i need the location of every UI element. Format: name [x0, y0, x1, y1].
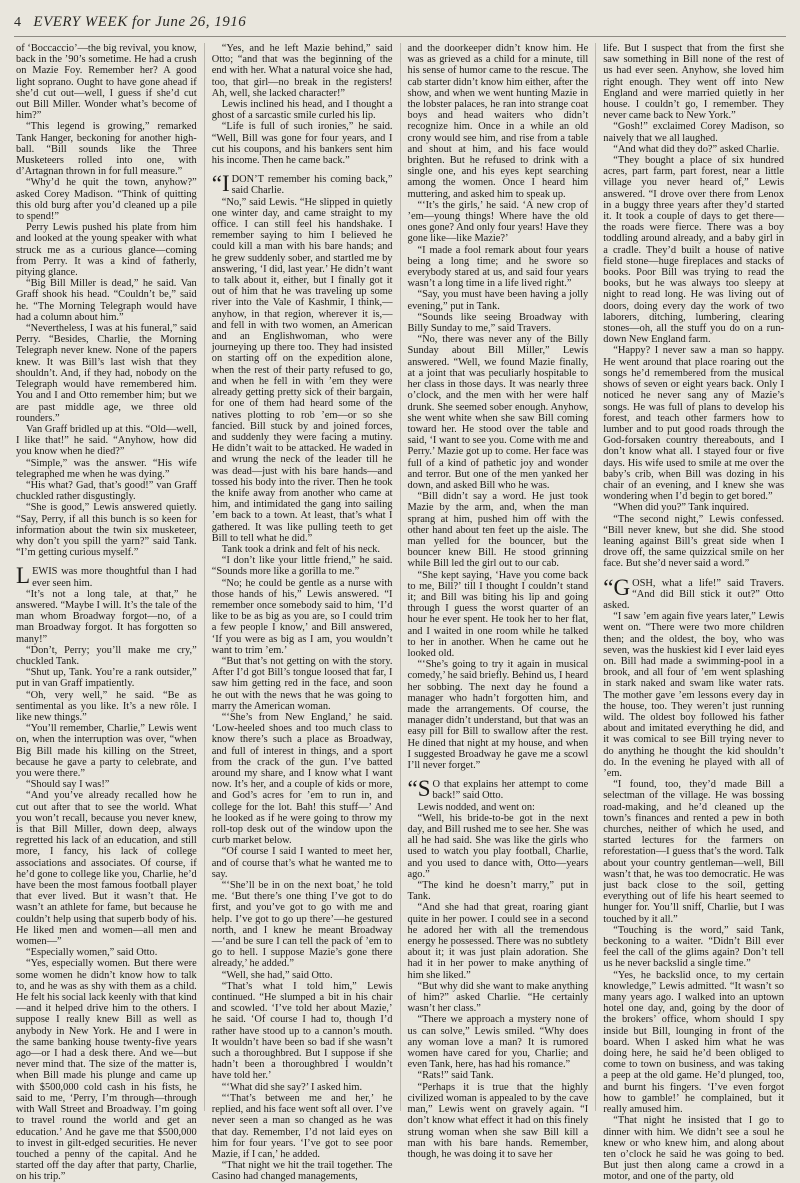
- article-paragraph: “IDON’T remember his coming back,” said Charlie.: [211, 171, 393, 197]
- article-paragraph: “And what did they do?” asked Charlie.: [613, 143, 780, 155]
- article-paragraph: “The kind he doesn’t marry,” put in Tank.: [407, 880, 589, 903]
- article-paragraph: Tank took a drink and felt of his neck.: [221, 543, 381, 555]
- article-paragraph: “Big Bill Miller is dead,” he said. Van Graff shook his head. “Couldn’t be,” said he. “The Morning Telegraph would have had a column about him.”: [16, 278, 197, 323]
- article-paragraph: Van Graff bridled up at this. “Old—well, I like that!” he said. “Anyhow, how did you know when he died?”: [16, 423, 197, 458]
- article-paragraph: “Nevertheless, I was at his funeral,” said Perry. “Besides, Charlie, the Morning Telegraph never knew. None of the papers knew. It was Bill’s last wish that they shouldn’t. And, if they had, nobody on the Telegraph would have remembered him. You and I and Otto remember him; but we are past middle age, we three old rounders.”: [16, 323, 197, 424]
- article-paragraph: “Should say I was!”: [26, 779, 110, 791]
- text-column-4: [595, 43, 786, 1183]
- article-paragraph: “But that’s not getting on with the story. After I’d got Bill’s tongue loosed that far, I saw him getting red in the face, and soon he out with the news that he was going to marry the American woman.: [211, 655, 393, 712]
- article-paragraph: “Yes, he backslid once, to my certain knowledge,” Lewis admitted. “It wasn’t so many years ago. I walked into an uptown hotel one day, and, going by the door of the brokers’ office, whom should I spy inside but Bill, lounging in front of the board. When I asked him what he was doing here, he said he’d been obliged to come to town on business, and was taking a peep at the old game. He’d plunged, too, and burnt his fingers. ‘I’ve even forgot how to gamble!’ he complained, but it really amused him.: [603, 969, 784, 1116]
- article-paragraph: “Rats!” said Tank.: [417, 1070, 494, 1082]
- text-column-3: [400, 43, 596, 1160]
- article-paragraph: “No; he could be gentle as a nurse with those hands of his,” Lewis answered. “I remember once somebody said to him, ‘I’d like to be as big as you are, so I could trim a few people I know,’ and Bill answered, ‘If you were as big as I am, you wouldn’t want to trim ’em.’: [211, 577, 393, 656]
- article-paragraph: LEWIS was more thoughtful than I had ever seen him.: [16, 563, 197, 589]
- article-paragraph: of ‘Boccaccio’—the big revival, you know, back in the ’90’s sometime. He had a crush on Mazie Foy. Remember her? A good light soprano. Ought to have gone ahead if she’d cut out—well, I guess if she’d cut out Bill Miller. Wonder what’s become of him?”: [16, 43, 197, 122]
- article-paragraph: “It’s not a long tale, at that,” he answered. “Maybe I will. It’s the tale of the man whom Broadway forgot—no, of a man Broadway forgot. It has forgotten so many!”: [16, 588, 197, 645]
- article-paragraph: “‘It’s the girls,’ he said. ‘A new crop of ’em—young things! Where have the old ones gone? And only four years! Have they gone like—like Mazie?’: [407, 199, 589, 245]
- article-paragraph: “His what? Gad, that’s good!” van Graff chuckled rather disgustingly.: [16, 479, 197, 503]
- text-column-2: [204, 43, 400, 1183]
- article-paragraph: “Yes, and he left Mazie behind,” said Otto; “and that was the beginning of the end with her. What a natural voice she had, too, that girl—no break in the registers! Ah, well, she lacked character!”: [211, 43, 393, 99]
- article-paragraph: “‘That’s between me and her,’ he replied, and his face went soft all over. I’ve never seen a man so changed as he was that day. Remember, I’d not laid eyes on him for four years. ‘I’ve got to see poor Mazie, if I can,’ he added.: [211, 1092, 393, 1160]
- article-paragraph: life. But I suspect that from the first she saw something in Bill none of the rest of us had ever seen. Anyhow, she loved him right enough. They went off into New England and were married quietly in her house. I couldn’t go, I remember. They never came back to New York.”: [603, 43, 784, 122]
- article-paragraph: “Well, his bride-to-be got in the next day, and Bill rushed me to see her. She was all he had said. She was like the girls who used to watch you play football, Charlie, and you used to dance with, Otto—years ago.”: [407, 812, 589, 880]
- article-paragraph: “No, there was never any of the Billy Sunday about Bill Miller,” Lewis answered. “Well, we found Mazie finally, at a joint that was peculiarly hospitable to her class in those days. It was nearly three o’clock, and the men with her were half drunk. She seemed sober enough. Anyhow, she went white when she saw Bill coming toward her. He stood over the table and said, ‘I want to see you. Come with me and Perry.’ Mazie got up to come. Her face was full of a kind of pathetic joy and wonder and terror. But one of the men yanked her down, and asked Bill who he was.: [407, 334, 589, 491]
- article-paragraph: “Gosh!” exclaimed Corey Madison, so naively that we all laughed.: [603, 121, 784, 144]
- article-paragraph: “‘She’s from New England,’ he said. ‘Low-heeled shoes and too much class to know there’s such a place as Broadway, and full of interest in things, and a sport from the crack of the gun. I’ve batted around my share, and I know what I want now. It’s her, and a couple of kids or more, and God’s acres for ’em to run in, and college for the lot. Bah! this stuff—’ And he looked as if he were going to throw my roll-top desk out of the window upon the curb market below.: [211, 711, 393, 847]
- article-paragraph: “I saw ’em again five years later,” Lewis went on. “There were two more children then; and the oldest, the boy, who was seven, was the huskiest kid I ever laid eyes on. Bill had made a swimming-pool in a brook, and all four of ’em went splashing in stark naked and swam like water rats. The mother gave ’em lessons every day in the house, too. They weren’t just running wild. The oldest boy followed his father about and imitated everything he did, and it was comical to see Bill trying never to do anything he thought the kid shouldn’t do. In the evening he played with all of ’em.: [603, 611, 784, 779]
- article-paragraph: “Bill didn’t say a word. He just took Mazie by the arm, and, when the man sprang at him, pushed him off with the other hand about ten feet up the aisle. The man yelled for the bouncer, but the bouncer knew Bill. He stood grinning while Bill led the girl out to our cab.: [407, 491, 589, 570]
- running-title: EVERY WEEK for June 26, 1916: [33, 14, 247, 30]
- article-paragraph: “I don’t like your little friend,” he said. “Sounds more like a gorilla to me.”: [211, 555, 393, 578]
- article-paragraph: “Say, you must have been having a jolly evening,” put in Tank.: [407, 289, 589, 312]
- article-paragraph: “That night he insisted that I go to dinner with him. We didn’t see a soul he knew or who knew him, and along about ten o’clock he said he was going to bed. But just then along came a crowd in a motor, and one of the party, old: [603, 1115, 784, 1183]
- article-paragraph: “No,” said Lewis. “He slipped in quietly one winter day, and came straight to my office. I can still feel his handshake. I remember saying to him I believed he could kill a man with his bare hands; and he grew suddenly sober, and startled me by answering, ‘I did, last year.’ He didn’t want to talk about it, either, but I finally got it out of him that he was traveling up some river into the Vale of Kashmir, I think,—anyhow, in that region, wherever it is,—and fell in with two women, an American and an Englishwoman, who were journeying up there too. They had insisted on starting off on the expedition alone, when the rest of their party refused to go, and when he fell in with ’em they were already getting pretty sick of their bargain, for one of them had heard some of the natives plotting to rob ’em—or so she fancied. Bill stuck by and joined forces, and suddenly they were facing a mutiny. He didn’t wait to be attacked. He waded in and wrung the neck of the leader till he was dead—just with his bare hands—and tossed his body into the river. Then he took the knife away from another who came at him, and intimidated the gang into sailing ’em back to a town. At least, that’s what I gathered. It was like pulling teeth to get Bill to tell what he did.”: [211, 196, 393, 544]
- article-paragraph: “I found, too, they’d made Bill a selectman of the village. He was bossing road-making, and he’d cleaned up the town’s finances and rented a pew in both churches, neither of which he used, and started lectures for the farmers on reforestation—I guess that’s the word. Talk about your country gentleman—well, Bill wasn’t that, he was too democratic. He was just back close to the soil, getting everything out of life his heart seemed to hunger for. You’ll sniff, Charlie, but I was touched by it all.”: [603, 779, 784, 925]
- article-paragraph: “You’ll remember, Charlie,” Lewis went on, when the interruption was over, “when Big Bill made his killing on the Street, because he gave a party to celebrate, and you were there.”: [16, 723, 197, 779]
- article-paragraph: “This legend is growing,” remarked Tank Hanger, beckoning for another high-ball. “Bill sounds like the Three Musketeers rolled into one, with d’Artagnan thrown in for full measure.”: [16, 121, 197, 178]
- text-column-1: [14, 43, 204, 1183]
- article-paragraph: “SO that explains her attempt to come back!” said Otto.: [407, 776, 589, 802]
- article-columns: [14, 43, 786, 1183]
- article-paragraph: “‘What did she say?’ I asked him.: [221, 1081, 363, 1093]
- article-paragraph: “There we approach a mystery none of us can solve,” Lewis smiled. “Why does any woman love a man? It is rumored women have cared for you, Charlie; and even Tank, here, has had his romance.”: [407, 1014, 589, 1071]
- article-paragraph: “Sounds like seeing Broadway with Billy Sunday to me,” said Travers.: [407, 311, 589, 335]
- article-paragraph: “She kept saying, ‘Have you come back to me, Bill?’ till I thought I couldn’t stand it; and Bill was biting his lip and going through I guess the worst quarter of an hour he ever spent. He took her to her flat, and I waited in one room while he talked to her in another. When he came out he looked old.: [407, 569, 589, 659]
- article-paragraph: “And she had that great, roaring giant quite in her power. I could see in a second he adored her with all the tremendous energy he possessed. There was no subtlety about it; it was just plain adoration. She had it in her power to make anything of him she liked.”: [407, 902, 589, 981]
- article-paragraph: “Of course I said I wanted to meet her, and of course that’s what he wanted me to say.: [211, 846, 393, 880]
- article-paragraph: Perry Lewis pushed his plate from him and looked at the young speaker with what struck me as a curious glance—coming from Perry. It was a kind of fatherly, pitying glance.: [16, 222, 197, 279]
- page-number: 4: [14, 15, 22, 30]
- article-paragraph: “Oh, very well,” he said. “Be as sentimental as you like. It’s a new rôle. I like new things.”: [16, 689, 197, 723]
- article-paragraph: “That night we hit the trail together. The Casino had changed managements,: [211, 1160, 393, 1183]
- article-paragraph: “Touching is the word,” said Tank, beckoning to a waiter. “Didn’t Bill ever feel the call of the glims again? Don’t tell us he never backslid a single time.”: [603, 924, 784, 970]
- article-paragraph: “‘She’s going to try it again in musical comedy,’ he said briefly. Behind us, I heard her sobbing. The next day he found a manager who hadn’t forgotten him, and made the arrangements. Of course, the manager didn’t understand, but that was an easy pill for Bill to swallow after the rest. He dined that night at my house, and when I suggested Broadway he gave me a scowl I’ll never forget.”: [407, 659, 589, 771]
- article-paragraph: “That’s what I told him,” Lewis continued. “He slumped a bit in his chair and scowled. ‘I’ve told her about Mazie,’ he said. ‘Of course I had to, though I’d rather have stood up to a cannon’s mouth. It wouldn’t have been so bad if she wasn’t such a thoroughbred. But I suppose if she hadn’t been a thoroughbred I wouldn’t have told her.’: [211, 980, 393, 1082]
- article-paragraph: Lewis nodded, and went on:: [417, 801, 535, 813]
- article-paragraph: “Don’t, Perry; you’ll make me cry,” chuckled Tank.: [16, 644, 197, 667]
- article-paragraph: “Happy? I never saw a man so happy. He went around that place roaring out the songs he’d remembered from the musical shows of seven or eight years back. Only I noticed he never sang any of Mazie’s songs. He was full of plans to develop his forest, and teach other farmers how to lumber and to put good roads through the God-forsaken country thereabouts, and I don’t know what all. I stayed four or five days. His wife used to smile at me over the baby’s crib, when Bill was dozing in his chair of an evening, and I knew she was wondering when I’d begin to get bored.”: [603, 345, 784, 503]
- article-paragraph: “Life is full of such ironies,” he said. “Well, Bill was gone for four years, and I cut his coupons, and his bankers sent him his income. Then he came back.”: [211, 121, 393, 167]
- article-paragraph: “Why’d he quit the town, anyhow?” asked Corey Madison. “Think of quitting this old burg after you’d cleaned up a pile to spend!”: [16, 177, 197, 223]
- article-paragraph: “Perhaps it is true that the highly civilized woman is appealed to by the cave man,” Lewis went on gravely again. “I don’t know what effect it had on this finely strung woman when she saw Bill kill a man with his bare hands. Remember, though, he was doing it to save her: [407, 1081, 589, 1160]
- article-paragraph: Lewis inclined his head, and I thought a ghost of a sarcastic smile curled his lip.: [211, 99, 393, 122]
- article-paragraph: “I made a fool remark about four years being a long time; and he swore so everybody stared at us, and said four years wasn’t a long time in a life lived right.”: [407, 244, 589, 290]
- article-paragraph: “They bought a place of six hundred acres, part farm, part forest, near a little village you never heard of,” Lewis answered. “I drove over there from Lenox in a buggy three years after they’d started it. It took a couple of days to get there—the roads were fierce. There was a boy toddling around already, and a baby girl in a cradle. They’d built a house of native field stone—huge fireplaces and stacks of books. Poor Bill was trying to read the books, but he was always too sleepy at night to read long. He was living out of doors, doing every day the work of two laborers, ditching, lumbering, clearing stones—oh, all the stuff you do on a run-down New England farm.: [603, 155, 784, 346]
- article-paragraph: “Well, she had,” said Otto.: [221, 969, 333, 981]
- page-header: [14, 14, 786, 37]
- article-paragraph: “And you’ve already recalled how he cut out after that to see the world. What you won’t recall, because you never knew, is that Bill Miller, down deep, always regretted his lack of an education, and still more, I fancy, his lack of college associations and associates. Of course, if he’d gone to college like you, Charlie, he’d have been the most famous football player that ever lived. But it wasn’t that. He wasn’t an athlete for fame, but because he couldn’t help using that superb body of his. He liked men and women—all men and women—”: [16, 790, 197, 948]
- article-paragraph: “Especially women,” said Otto.: [26, 947, 158, 959]
- article-paragraph: and the doorkeeper didn’t know him. He was as grieved as a child for a minute, till his sense of humor came to the rescue. The cab starter didn’t know him either, after the show, and when we went hunting Mazie in the lobster palaces, he ran into strange coat boys and head waiters who didn’t recognize him. Once in a while an old crony would see him, and rise from a table and shout at him, and his face would brighten. But he refused to drink with a single one, and his eyes kept searching among the women. Once I heard him muttering, and asked him to speak up.: [407, 43, 589, 200]
- article-paragraph: “She is good,” Lewis answered quietly. “Say, Perry, if all this bunch is so keen for information about the twin six musketeer, why don’t you spill the yarn?” said Tank. “I’m getting curious myself.”: [16, 502, 197, 559]
- article-paragraph: “The second night,” Lewis confessed. “Bill never knew, but she did. She stood leaning against Bill’s great side when I drove off, the same quizzical smile on her face. But she’d never said a word.”: [603, 513, 784, 570]
- article-paragraph: “‘She’ll be in on the next boat,’ he told me. ‘But there’s one thing I’ve got to do first, and you’ve got to go with me and help. I’ve got to go up there’—he gestured north, and I knew he meant Broadway—‘and be sure I can tell the pack of ’em to go to hell. I suppose Mazie’s gone there already,’ he added.”: [211, 880, 393, 970]
- article-paragraph: “GOSH, what a life!” said Travers. “And did Bill stick it out?” Otto asked.: [603, 574, 784, 611]
- article-paragraph: “Shut up, Tank. You’re a rank outsider,” put in van Graff impatiently.: [16, 667, 197, 690]
- article-paragraph: “When did you?” Tank inquired.: [613, 502, 749, 514]
- article-paragraph: “But why did she want to make anything of him?” asked Charlie. “He certainly wasn’t her class.”: [407, 980, 589, 1015]
- article-paragraph: “Yes, especially women. But there were some women he didn’t know how to talk to, and he was as shy with them as a child. He felt his social lack keenly with that kind—and it helped drive him to the others. I suppose I really knew Bill as well as anybody in New York. He and I were in the same banking house twenty-five years ago—or I had a desk there. And we—but never mind that. The size of the matter is, when Bill made his plunge and came up with $500,000 cold cash in his fists, he said to me, ‘Perry, I’m through—through with Wall Street and Broadway. I’m going to travel round the world and get an education.’ And he gave me that $500,000 to invest in gilt-edged securities. He never touched a penny of the capital. And he started off the day after that party, Charlie, on his trip.”: [16, 958, 197, 1183]
- article-paragraph: “Simple,” was the answer. “His wife telegraphed me when he was dying.”: [16, 457, 197, 480]
